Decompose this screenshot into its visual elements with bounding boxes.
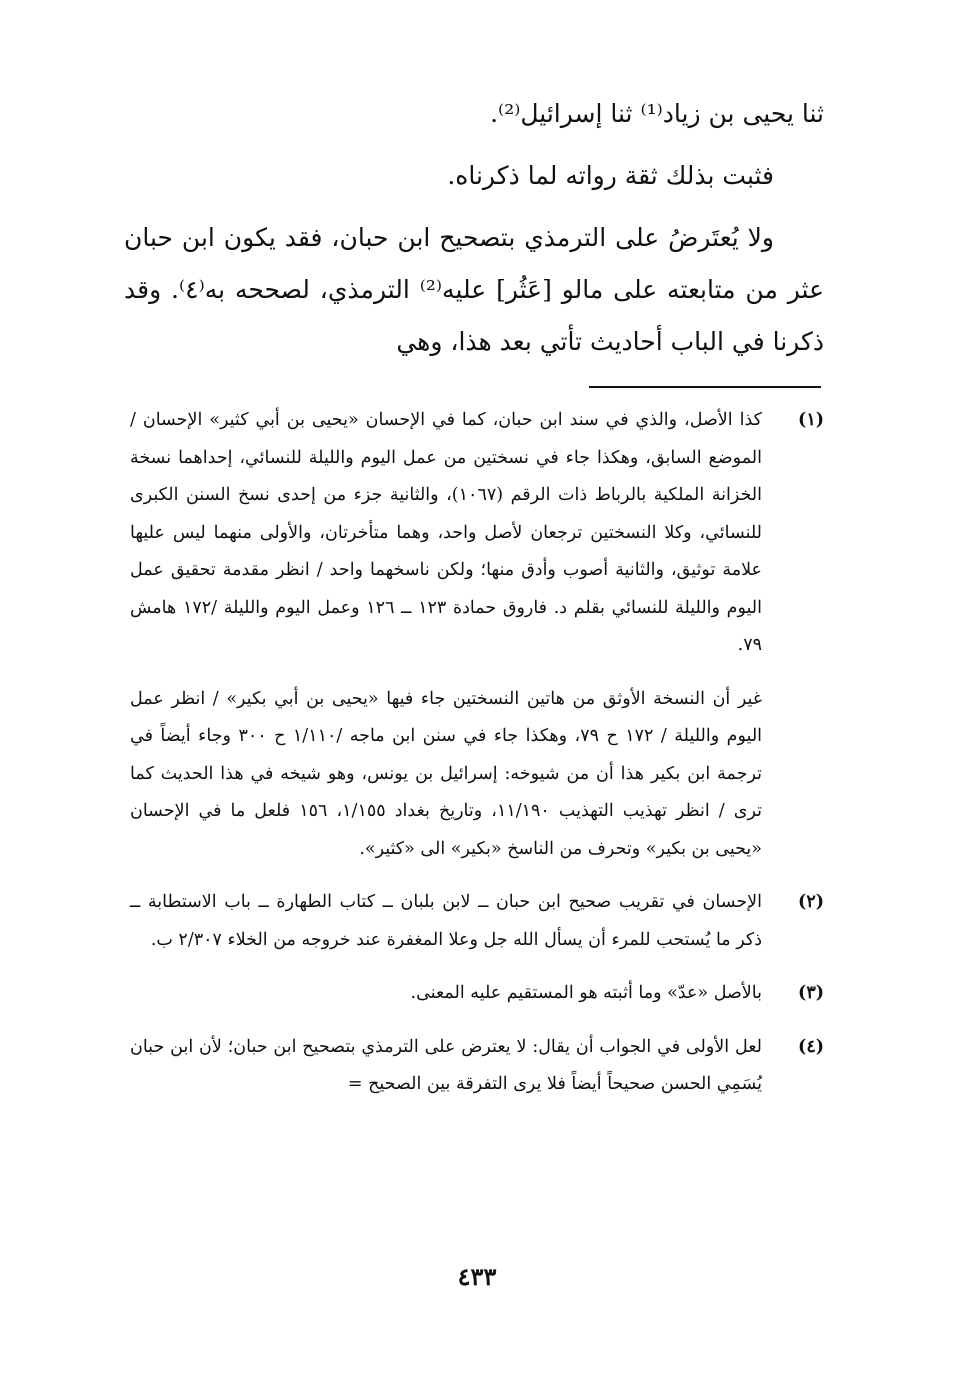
footnote-separator bbox=[589, 386, 821, 388]
footnote-paragraph: لعل الأولى في الجواب أن يقال: لا يعترض على الترمذي بتصحيح ابن حبان؛ لأن ابن حبان يُسَمِي الحسن صحيحاً أيضاً فلا يرى التفرقة بين الصحيح = bbox=[130, 1036, 762, 1094]
main-line-1: ثنا يحيى بن زياد⁽¹⁾ ثنا إسرائيل⁽²⁾. bbox=[490, 99, 824, 128]
footnote-paragraph: كذا الأصل، والذي في سند ابن حبان، كما في الإحسان «يحيى بن أبي كثير» الإحسان / الموضع السابق، وهكذا جاء في نسختين من عمل اليوم والليلة للنسائي، إحداهما نسخة الخزانة الملكية بالرباط ذات الرقم (١٠٦٧)، والثانية جزء من إحدى نسخ السنن الكبرى للنسائي، وكلا النسختين ترجعان لأصل واحد، وهما متأخرتان، والأولى منهما ليس عليها علامة توثيق، والثانية أصوب وأدق منها؛ ولكن ناسخهما واحد / انظر مقدمة تحقيق عمل اليوم والليلة للنسائي بقلم د. فاروق حمادة ١٢٣ ــ ١٢٦ وعمل اليوم والليلة /١٧٢ هامش ٧٩. bbox=[130, 410, 763, 655]
main-paragraph: ولا يُعتَرضُ على الترمذي بتصحيح ابن حبان، فقد يكون ابن حبان عثر من متابعته على مالو [عَثُر] عليه⁽²⁾ الترمذي، لصححه به⁽٤⁾. وقد ذكرنا في الباب أحاديث تأتي بعد هذا، وهي bbox=[124, 223, 824, 356]
footnote-paragraph: الإحسان في تقريب صحيح ابن حبان ــ لابن بلبان ــ كتاب الطهارة ــ باب الاستطابة ــ ذكر ما يُستحب للمرء أن يسأل الله جل وعلا المغفرة عند خروجه من الخلاء ٢/٣٠٧ ب. bbox=[130, 892, 762, 950]
page-number: ٤٣٣ bbox=[457, 1262, 497, 1291]
footnote-2 bbox=[130, 884, 824, 959]
main-line-2: فثبت بذلك ثقة رواته لما ذكرناه. bbox=[447, 161, 774, 190]
footnote-paragraph: بالأصل «عدّ» وما أثبته هو المستقيم عليه المعنى. bbox=[410, 983, 762, 1003]
footnote-1 bbox=[130, 402, 824, 868]
footnotes bbox=[130, 402, 824, 1120]
footnote-4 bbox=[130, 1029, 824, 1104]
main-text bbox=[124, 88, 824, 368]
footnote-number: (١) bbox=[798, 410, 824, 430]
footnote-3 bbox=[130, 975, 824, 1013]
footnote-number: (٤) bbox=[798, 1036, 824, 1057]
footnote-number: (٣) bbox=[798, 983, 824, 1003]
footnote-paragraph: غير أن النسخة الأوثق من هاتين النسختين جاء فيها «يحيى بن أبي بكير» / انظر عمل اليوم والليلة / ١٧٢ ح ٧٩، وهكذا جاء في سنن ابن ماجه /١/١١٠ ح ٣٠٠ وجاء أيضاً في ترجمة ابن بكير هذا أن من شيوخه: إسرائيل بن يونس، وهو شيخه في هذا الحديث كما ترى / انظر تهذيب التهذيب ١١/١٩٠، وتاريخ بغداد ١/١٥٥، ١٥٦ فلعل ما في الإحسان «يحيى بن بكير» وتحرف من الناسخ «بكير» الى «كثير». bbox=[130, 688, 763, 859]
footnote-number: (٢) bbox=[798, 892, 824, 912]
